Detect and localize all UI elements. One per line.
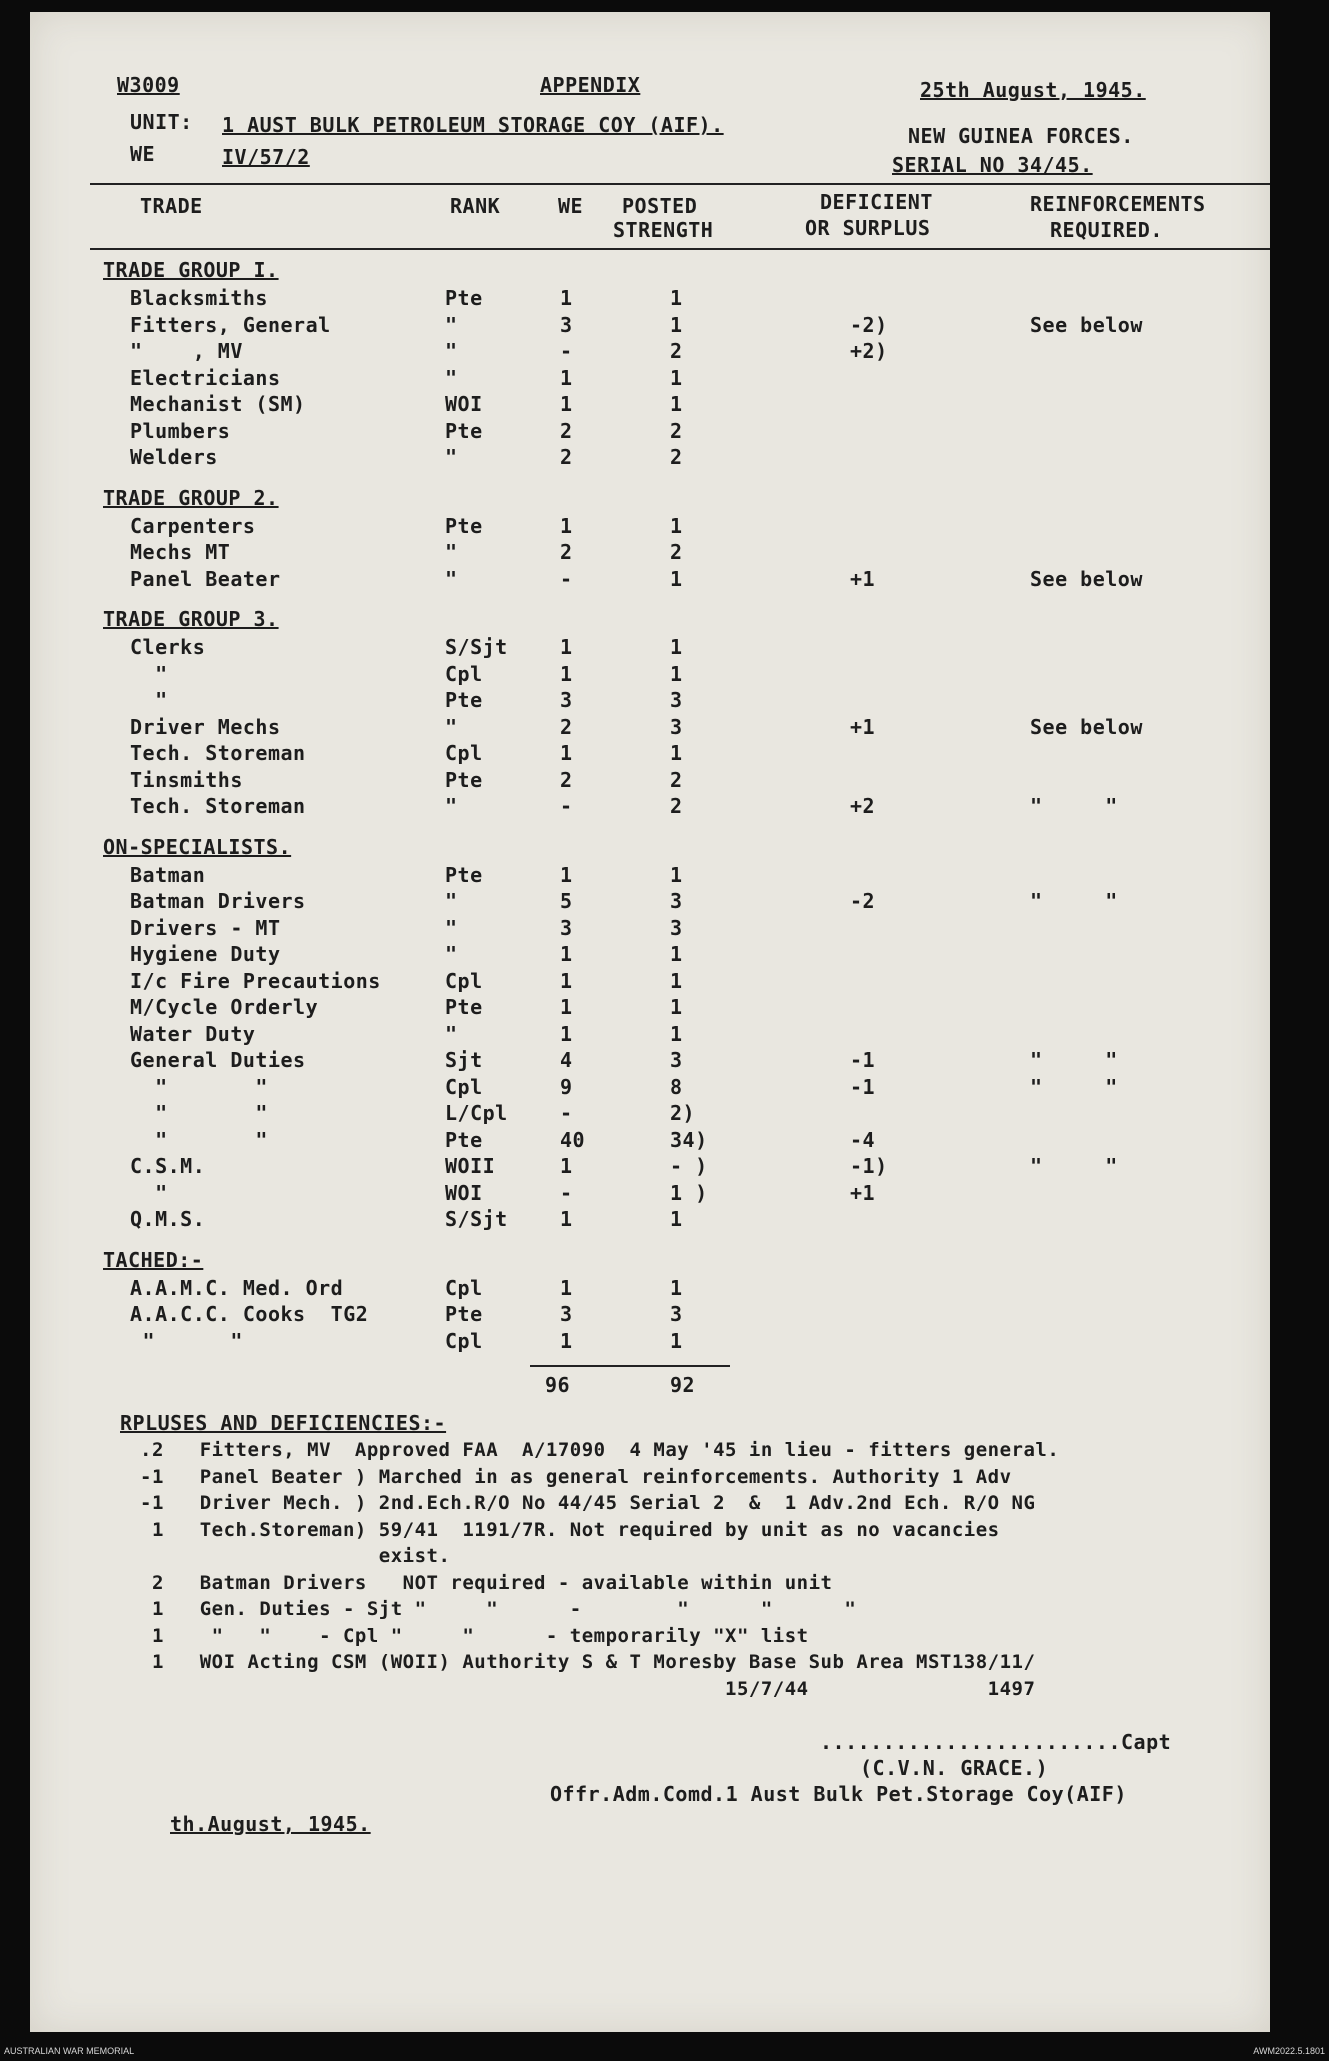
- signature-name: (C.V.N. GRACE.): [860, 1756, 1049, 1780]
- we-value: 1: [560, 286, 573, 310]
- trade-name: " , MV: [130, 339, 243, 363]
- rank: Pte: [445, 995, 483, 1019]
- we-value: 2: [560, 418, 573, 443]
- deficiency-value: -1): [850, 1154, 888, 1178]
- posted-value: 1: [670, 661, 683, 686]
- we-value: 1: [560, 1021, 573, 1046]
- posted-value: 1: [670, 566, 683, 591]
- note-line: 1 Gen. Duties - Sjt " " - " " ": [140, 1598, 857, 1620]
- reinforcement-note: See below: [1030, 714, 1143, 739]
- header-rule: [90, 183, 1270, 185]
- total-we: 96: [545, 1373, 571, 1397]
- posted-value: 1: [670, 741, 683, 765]
- deficiency-value: -4: [850, 1127, 876, 1152]
- trade-name: Plumbers: [130, 418, 231, 443]
- trade-name: Driver Mechs: [130, 714, 281, 739]
- we-value: 1: [560, 741, 573, 765]
- rank: Pte: [445, 767, 483, 792]
- trade-name: ": [130, 688, 168, 712]
- rank: ": [445, 312, 458, 337]
- trade-name: Hygiene Duty: [130, 942, 281, 966]
- trade-name: Tech. Storeman: [130, 741, 306, 765]
- col-posted-1: POSTED: [622, 194, 698, 218]
- trade-name: Blacksmiths: [130, 286, 268, 310]
- col-reinf-2: REQUIRED.: [1050, 218, 1163, 242]
- reinforcement-note: See below: [1030, 312, 1143, 337]
- posted-value: 1: [670, 995, 683, 1019]
- reinforcement-note: " ": [1030, 1154, 1118, 1178]
- we-value: 5: [560, 889, 573, 913]
- trade-name: Mechanist (SM): [130, 392, 306, 416]
- trade-name: ": [130, 1180, 168, 1205]
- note-line: -1 Driver Mech. ) 2nd.Ech.R/O No 44/45 Serial 2 & 1 Adv.2nd Ech. R/O NG: [140, 1492, 1036, 1514]
- col-trade: TRADE: [140, 194, 203, 218]
- trade-name: General Duties: [130, 1048, 306, 1072]
- trade-name: Panel Beater: [130, 566, 281, 591]
- trade-name: C.S.M.: [130, 1154, 206, 1178]
- posted-value: 2: [670, 418, 683, 443]
- we-value: 2: [560, 540, 573, 564]
- posted-value: 1: [670, 1207, 683, 1231]
- posted-value: 1: [670, 312, 683, 337]
- rank: ": [445, 714, 458, 739]
- posted-value: 1: [670, 365, 683, 390]
- posted-value: 1: [670, 392, 683, 416]
- rank: ": [445, 365, 458, 390]
- command-name: NEW GUINEA FORCES.: [908, 124, 1134, 148]
- rank: Pte: [445, 418, 483, 443]
- trade-name: " ": [130, 1074, 268, 1099]
- rank: ": [445, 915, 458, 940]
- col-rank: RANK: [450, 194, 501, 218]
- we-value: -: [560, 1101, 573, 1125]
- group-title: TRADE GROUP 2.: [103, 485, 279, 510]
- posted-value: 1: [670, 1328, 683, 1353]
- posted-value: 3: [670, 714, 683, 739]
- posted-value: 1 ): [670, 1180, 708, 1205]
- trade-name: " ": [130, 1328, 243, 1353]
- trade-name: Fitters, General: [130, 312, 331, 337]
- note-line: 1 Tech.Storeman) 59/41 1191/7R. Not required by unit as no vacancies: [140, 1518, 1000, 1541]
- we-value: 3: [560, 1302, 573, 1326]
- rank: WOI: [445, 392, 483, 416]
- deficiency-value: +2): [850, 339, 888, 363]
- rank: ": [445, 889, 458, 913]
- deficiency-value: -1: [850, 1048, 876, 1072]
- we-value: 3: [560, 915, 573, 940]
- reinforcement-note: " ": [1030, 1074, 1118, 1099]
- trade-name: Batman: [130, 862, 206, 887]
- posted-value: 2: [670, 445, 683, 469]
- we-value: 1: [560, 635, 573, 659]
- trade-name: " ": [130, 1101, 268, 1125]
- total-posted: 92: [670, 1373, 696, 1397]
- we-value: 1: [560, 1154, 573, 1178]
- posted-value: 34): [670, 1127, 708, 1152]
- deficiency-value: +1: [850, 714, 876, 739]
- rank: Cpl: [445, 1275, 483, 1300]
- note-line: .2 Fitters, MV Approved FAA A/17090 4 May '45 in lieu - fitters general.: [140, 1439, 1060, 1461]
- group-title: ON-SPECIALISTS.: [103, 834, 292, 859]
- we-value: 1: [560, 968, 573, 993]
- trade-name: Mechs MT: [130, 540, 231, 564]
- unit-name: 1 AUST BULK PETROLEUM STORAGE COY (AIF).: [222, 113, 724, 137]
- trade-name: Tech. Storeman: [130, 794, 306, 818]
- we-value: 40: [560, 1127, 586, 1152]
- posted-value: 2: [670, 794, 683, 818]
- posted-value: 1: [670, 968, 683, 993]
- rank: Pte: [445, 1302, 483, 1326]
- we-value: 1: [560, 995, 573, 1019]
- posted-value: 8: [670, 1074, 683, 1099]
- col-posted-2: STRENGTH: [613, 218, 714, 242]
- group-title: TACHED:-: [103, 1247, 204, 1272]
- rank: S/Sjt: [445, 1207, 508, 1231]
- document-date: 25th August, 1945.: [920, 78, 1146, 102]
- rank: ": [445, 794, 458, 818]
- deficiency-value: +1: [850, 1180, 876, 1205]
- column-rule: [90, 248, 1270, 250]
- rank: ": [445, 339, 458, 363]
- we-value: 2: [560, 767, 573, 792]
- we-value: 9: [560, 1074, 573, 1099]
- reinforcement-note: See below: [1030, 566, 1143, 591]
- trade-name: M/Cycle Orderly: [130, 995, 319, 1019]
- we-value: 2: [560, 714, 573, 739]
- trade-name: Carpenters: [130, 513, 256, 538]
- we-value: 1: [560, 1275, 573, 1300]
- rank: S/Sjt: [445, 635, 508, 659]
- appendix-title: APPENDIX: [540, 73, 641, 97]
- serial-number: SERIAL NO 34/45.: [892, 153, 1093, 177]
- posted-value: 1: [670, 862, 683, 887]
- we-value: 1: [560, 1328, 573, 1353]
- rank: Pte: [445, 688, 483, 712]
- posted-value: 3: [670, 1048, 683, 1072]
- we-value: 1: [560, 661, 573, 686]
- reinforcement-note: " ": [1030, 794, 1118, 818]
- col-deficient-1: DEFICIENT: [820, 190, 933, 214]
- we-value: -: [560, 566, 573, 591]
- rank: ": [445, 1021, 458, 1046]
- we-label: WE: [130, 142, 156, 166]
- reinforcement-note: " ": [1030, 889, 1118, 913]
- we-value: 1: [560, 1207, 573, 1231]
- note-line: 1 WOI Acting CSM (WOII) Authority S & T Moresby Base Sub Area MST138/11/: [140, 1651, 1036, 1673]
- deficiency-value: +1: [850, 566, 876, 591]
- col-deficient-2: OR SURPLUS: [805, 216, 931, 240]
- footer-left: AUSTRALIAN WAR MEMORIAL: [4, 2046, 135, 2056]
- we-value: 1: [560, 862, 573, 887]
- posted-value: 1: [670, 286, 683, 310]
- signatory-title: Offr.Adm.Comd.1 Aust Bulk Pet.Storage Coy(AIF): [550, 1782, 1127, 1806]
- rank: L/Cpl: [445, 1101, 508, 1125]
- totals-rule: [530, 1365, 730, 1367]
- trade-name: Tinsmiths: [130, 767, 243, 792]
- rank: ": [445, 566, 458, 591]
- note-line: 15/7/44 1497: [140, 1677, 1036, 1700]
- posted-value: 2): [670, 1101, 696, 1125]
- trade-name: I/c Fire Precautions: [130, 968, 381, 993]
- we-value: -: [560, 794, 573, 818]
- signature-dots: ........................Capt: [820, 1730, 1172, 1754]
- document-page: [30, 12, 1270, 2032]
- rank: Cpl: [445, 661, 483, 686]
- posted-value: 3: [670, 688, 683, 712]
- note-line: exist.: [140, 1545, 451, 1567]
- deficiency-value: +2: [850, 794, 876, 818]
- deficiency-value: -2: [850, 889, 876, 913]
- group-title: TRADE GROUP I.: [103, 258, 279, 282]
- trade-name: Q.M.S.: [130, 1207, 206, 1231]
- trade-name: ": [130, 661, 168, 686]
- deficiency-value: -1: [850, 1074, 876, 1099]
- we-value: 3: [560, 688, 573, 712]
- trade-name: Batman Drivers: [130, 889, 306, 913]
- trade-name: Welders: [130, 445, 218, 469]
- posted-value: 2: [670, 540, 683, 564]
- we-value: 3: [560, 312, 573, 337]
- rank: Pte: [445, 286, 483, 310]
- rank: ": [445, 942, 458, 966]
- we-value: -: [560, 339, 573, 363]
- rank: ": [445, 540, 458, 564]
- rank: Pte: [445, 513, 483, 538]
- we-value: 1: [560, 392, 573, 416]
- rank: Cpl: [445, 741, 483, 765]
- rank: WOI: [445, 1180, 483, 1205]
- posted-value: 2: [670, 767, 683, 792]
- rank: Cpl: [445, 1074, 483, 1099]
- rank: Pte: [445, 862, 483, 887]
- posted-value: 3: [670, 889, 683, 913]
- col-reinf-1: REINFORCEMENTS: [1030, 192, 1206, 216]
- col-we: WE: [558, 194, 584, 218]
- posted-value: 1: [670, 942, 683, 966]
- note-line: 2 Batman Drivers NOT required - available within unit: [140, 1571, 833, 1594]
- trade-name: Clerks: [130, 635, 206, 659]
- rank: WOII: [445, 1154, 496, 1178]
- notes-title: RPLUSES AND DEFICIENCIES:-: [120, 1411, 447, 1435]
- trade-name: " ": [130, 1127, 268, 1152]
- we-value: 2: [560, 445, 573, 469]
- trade-name: A.A.M.C. Med. Ord: [130, 1275, 344, 1300]
- signature-date: th.August, 1945.: [170, 1812, 371, 1836]
- we-value: 4: [560, 1048, 573, 1072]
- trade-name: Drivers - MT: [130, 915, 281, 940]
- note-line: -1 Panel Beater ) Marched in as general reinforcements. Authority 1 Adv: [140, 1465, 1012, 1488]
- posted-value: - ): [670, 1154, 708, 1178]
- rank: Cpl: [445, 968, 483, 993]
- rank: Pte: [445, 1127, 483, 1152]
- rank: ": [445, 445, 458, 469]
- group-title: TRADE GROUP 3.: [103, 607, 279, 631]
- trade-name: A.A.C.C. Cooks TG2: [130, 1302, 369, 1326]
- posted-value: 2: [670, 339, 683, 363]
- form-number: W3009: [117, 73, 180, 97]
- we-value: 1: [560, 942, 573, 966]
- deficiency-value: -2): [850, 312, 888, 337]
- we-value: -: [560, 1180, 573, 1205]
- note-line: 1 " " - Cpl " " - temporarily "X" list: [140, 1624, 809, 1647]
- rank: Sjt: [445, 1048, 483, 1072]
- footer-right: AWM2022.5.1801: [1253, 2046, 1325, 2056]
- we-value: 1: [560, 365, 573, 390]
- posted-value: 1: [670, 1275, 683, 1300]
- posted-value: 3: [670, 1302, 683, 1326]
- trade-name: Water Duty: [130, 1021, 256, 1046]
- we-number: IV/57/2: [222, 145, 310, 169]
- unit-label: UNIT:: [130, 110, 193, 134]
- reinforcement-note: " ": [1030, 1048, 1118, 1072]
- posted-value: 1: [670, 635, 683, 659]
- trade-name: Electricians: [130, 365, 281, 390]
- posted-value: 3: [670, 915, 683, 940]
- we-value: 1: [560, 513, 573, 538]
- posted-value: 1: [670, 1021, 683, 1046]
- posted-value: 1: [670, 513, 683, 538]
- rank: Cpl: [445, 1328, 483, 1353]
